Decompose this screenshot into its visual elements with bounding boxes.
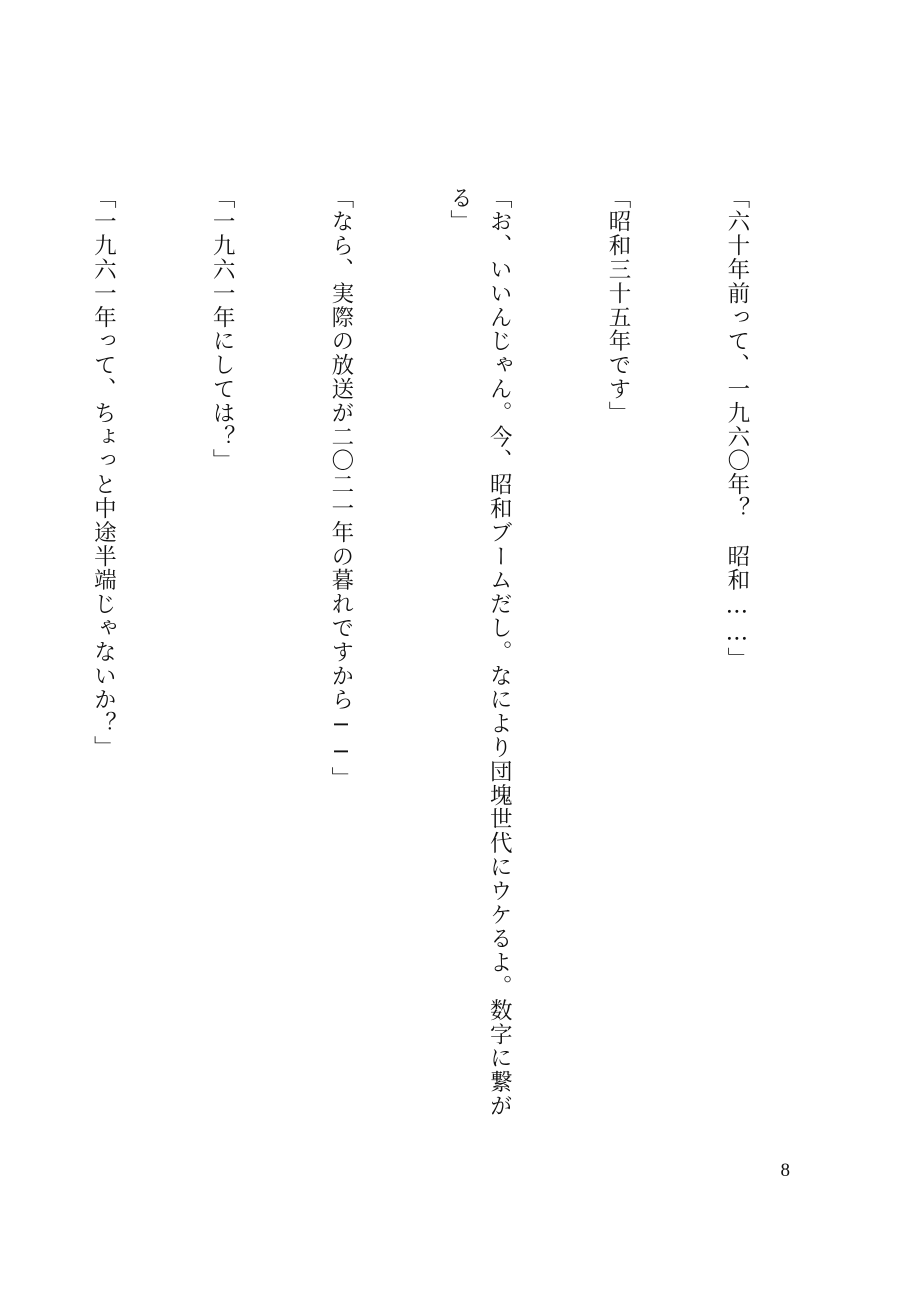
text-line-1: 「六十年前って、一九六〇年？ 昭和……」 [723,186,750,671]
text-line-7 [0,186,4,1126]
page-number: 8 [780,1160,790,1181]
text-line-2: 「昭和三十五年です」 [605,186,632,425]
text-line-4: 「なら、実際の放送が二〇二一年の暮れですから──」 [327,186,354,791]
text-line-5: 「一九六一年にしては？」 [209,186,236,473]
text-line-3: 「お、いいんじゃん。今、昭和ブームだし。なにより団塊世代にウケるよ。数字に繋がる」 [446,186,513,1119]
vertical-text-body [0,186,835,1126]
text-line-6: 「一九六一年って、ちょっと中途半端じゃないか？」 [90,186,117,760]
